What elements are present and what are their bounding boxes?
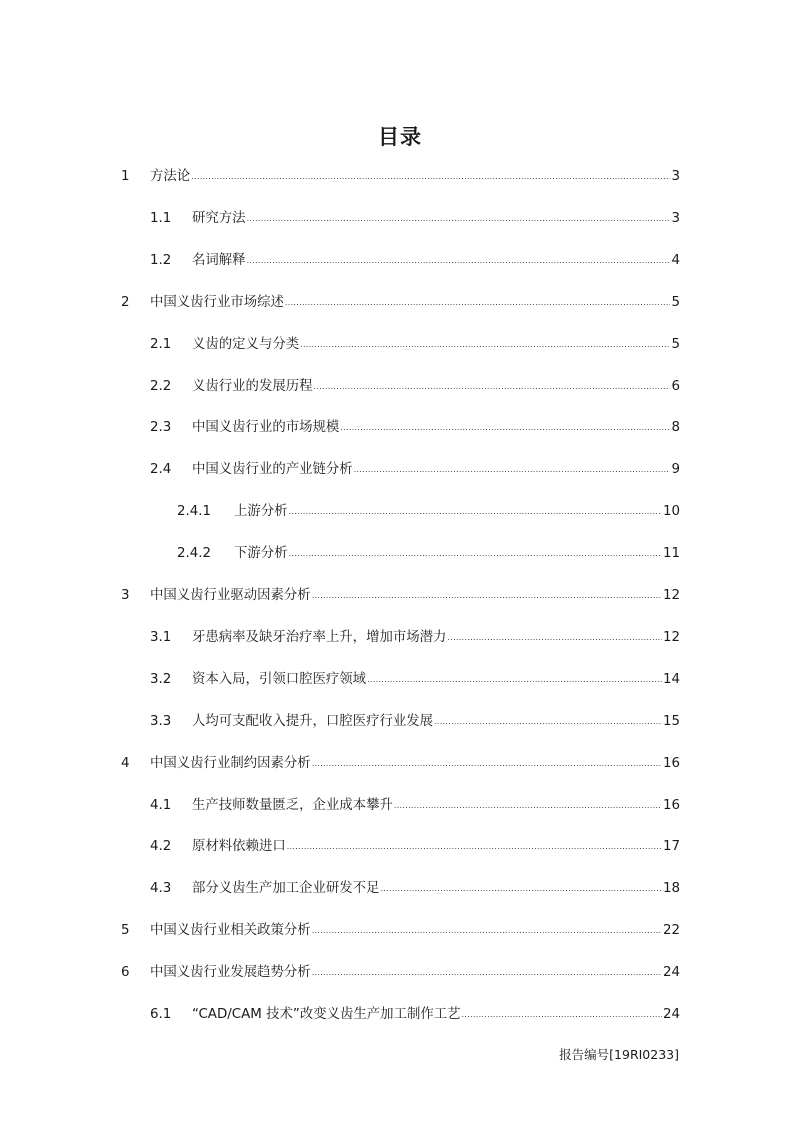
toc-dot-leader	[394, 796, 662, 816]
toc-entry-page-number: 16	[662, 798, 680, 813]
toc-dot-leader	[314, 377, 671, 397]
toc-entry-page-number: 9	[671, 462, 680, 477]
toc-entry-page-number: 11	[662, 546, 680, 561]
toc-entry-title: 牙患病率及缺牙治疗率上升，增加市场潜力	[192, 630, 447, 645]
toc-dot-leader	[191, 167, 670, 187]
toc-entry[interactable]	[150, 335, 680, 355]
toc-entry-title: 资本入局，引领口腔医疗领域	[192, 672, 367, 687]
toc-entry-title: 义齿行业的发展历程	[192, 379, 313, 394]
toc-dot-leader	[300, 335, 670, 355]
toc-entry-page-number: 5	[671, 337, 680, 352]
toc-entry-number: 4.1	[150, 798, 172, 813]
toc-entry[interactable]	[150, 879, 680, 899]
toc-dot-leader	[287, 837, 662, 857]
toc-entry-number: 4	[121, 756, 130, 771]
toc-entry-page-number: 22	[662, 923, 680, 938]
toc-entry-page-number: 16	[662, 756, 680, 771]
toc-entry-title: 上游分析	[234, 504, 288, 519]
toc-dot-leader	[289, 544, 662, 564]
toc-entry-title: “CAD/CAM 技术”改变义齿生产加工制作工艺	[192, 1007, 461, 1022]
toc-entry[interactable]	[150, 209, 680, 229]
toc-dot-leader	[354, 460, 671, 480]
toc-entry-number: 4.2	[150, 839, 172, 854]
toc-entry-title: 生产技师数量匮乏，企业成本攀升	[192, 798, 393, 813]
toc-entry[interactable]	[150, 837, 680, 857]
toc-entry-page-number: 24	[662, 1007, 680, 1022]
toc-entry-page-number: 3	[671, 169, 680, 184]
toc-entry-number: 2.4	[150, 462, 172, 477]
toc-entry[interactable]	[150, 712, 680, 732]
toc-dot-leader	[285, 293, 671, 313]
toc-dot-leader	[434, 712, 662, 732]
toc-dot-leader	[380, 879, 661, 899]
toc-entry-page-number: 6	[671, 379, 680, 394]
toc-dot-leader	[247, 251, 671, 271]
toc-entry-number: 3.2	[150, 672, 172, 687]
toc-entry-title: 中国义齿行业的市场规模	[192, 420, 340, 435]
toc-dot-leader	[340, 418, 670, 438]
toc-dot-leader	[247, 209, 671, 229]
toc-entry-title: 名词解释	[192, 253, 246, 268]
toc-entry-title: 中国义齿行业发展趋势分析	[150, 965, 311, 980]
toc-entry[interactable]	[121, 921, 680, 941]
toc-entry-page-number: 24	[662, 965, 680, 980]
toc-entry-page-number: 3	[671, 211, 680, 226]
toc-dot-leader	[367, 670, 662, 690]
toc-entry-page-number: 4	[671, 253, 680, 268]
toc-entry[interactable]	[150, 1005, 680, 1025]
toc-dot-leader	[289, 502, 662, 522]
toc-entry-number: 3.3	[150, 714, 172, 729]
page-title: 目录	[378, 125, 422, 149]
toc-entry[interactable]	[177, 544, 680, 564]
toc-entry-number: 2.1	[150, 337, 172, 352]
toc-entry-title: 中国义齿行业市场综述	[150, 295, 284, 310]
toc-entry-number: 3	[121, 588, 130, 603]
toc-entry[interactable]	[177, 502, 680, 522]
toc-entry-page-number: 17	[662, 839, 680, 854]
toc-dot-leader	[447, 628, 662, 648]
toc-entry-number: 2.2	[150, 379, 172, 394]
toc-entry-title: 下游分析	[234, 546, 288, 561]
toc-entry[interactable]	[150, 377, 680, 397]
toc-entry-title: 部分义齿生产加工企业研发不足	[192, 881, 380, 896]
toc-entry-number: 2.4.1	[177, 504, 212, 519]
toc-entry-number: 2.3	[150, 420, 172, 435]
toc-entry-number: 3.1	[150, 630, 172, 645]
toc-entry-number: 2.4.2	[177, 546, 212, 561]
toc-entry[interactable]	[150, 670, 680, 690]
report-number: 报告编号[19RI0233]	[559, 1047, 679, 1062]
toc-entry[interactable]	[150, 796, 680, 816]
toc-entry[interactable]	[150, 251, 680, 271]
toc-entry-number: 4.3	[150, 881, 172, 896]
toc-entry-title: 方法论	[150, 169, 191, 184]
toc-entry-title: 义齿的定义与分类	[192, 337, 300, 352]
toc-entry[interactable]	[150, 628, 680, 648]
toc-entry-title: 中国义齿行业制约因素分析	[150, 756, 311, 771]
toc-entry-page-number: 12	[662, 630, 680, 645]
toc-entry-page-number: 15	[662, 714, 680, 729]
toc-entry-number: 1	[121, 169, 130, 184]
toc-entry-title: 中国义齿行业的产业链分析	[192, 462, 353, 477]
toc-dot-leader	[462, 1005, 662, 1025]
toc-entry-number: 6	[121, 965, 130, 980]
toc-entry[interactable]	[150, 460, 680, 480]
toc-entry-page-number: 12	[662, 588, 680, 603]
toc-entry-number: 1.1	[150, 211, 172, 226]
toc-entry-number: 5	[121, 923, 130, 938]
toc-entry-number: 2	[121, 295, 130, 310]
toc-entry-title: 中国义齿行业驱动因素分析	[150, 588, 311, 603]
toc-entry-number: 6.1	[150, 1007, 172, 1022]
toc-dot-leader	[312, 586, 662, 606]
toc-entry-page-number: 10	[662, 504, 680, 519]
toc-entry[interactable]	[121, 963, 680, 983]
toc-entry-page-number: 5	[671, 295, 680, 310]
toc-entry[interactable]	[121, 293, 680, 313]
toc-entry[interactable]	[150, 418, 680, 438]
toc-entry-page-number: 14	[662, 672, 680, 687]
toc-dot-leader	[312, 754, 662, 774]
toc-entry[interactable]	[121, 754, 680, 774]
toc-entry-title: 人均可支配收入提升，口腔医疗行业发展	[192, 714, 434, 729]
toc-entry-page-number: 8	[671, 420, 680, 435]
toc-entry[interactable]	[121, 586, 680, 606]
toc-entry-title: 原材料依赖进口	[192, 839, 286, 854]
toc-dot-leader	[312, 963, 662, 983]
toc-dot-leader	[312, 921, 662, 941]
toc-entry-title: 研究方法	[192, 211, 246, 226]
toc-entry-number: 1.2	[150, 253, 172, 268]
toc-entry-title: 中国义齿行业相关政策分析	[150, 923, 311, 938]
toc-entry[interactable]	[121, 167, 680, 187]
toc-entry-page-number: 18	[662, 881, 680, 896]
